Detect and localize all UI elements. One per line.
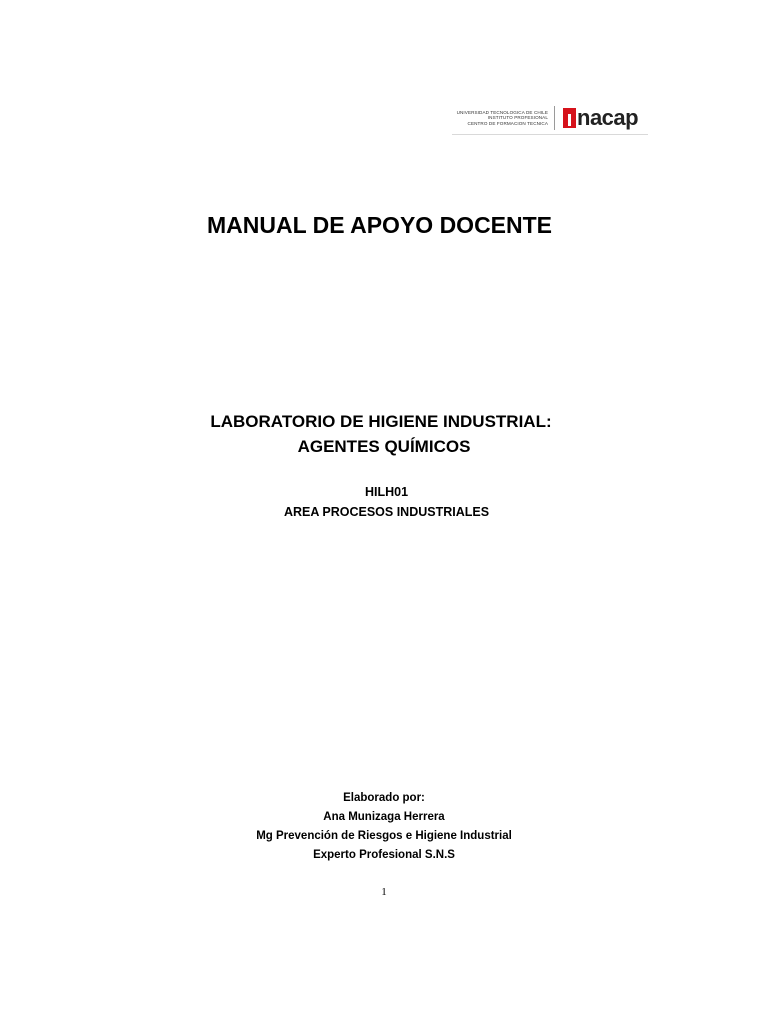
- logo-institution-text: [452, 110, 548, 126]
- logo-underline: [452, 134, 648, 135]
- page-number: 1: [381, 886, 387, 898]
- author-block: [0, 789, 768, 865]
- author-degree: Mg Prevención de Riesgos e Higiene Industrial: [256, 830, 512, 842]
- author-label: Elaborado por:: [343, 792, 425, 804]
- course-code: HILH01: [364, 485, 409, 499]
- logo-institution-line: CENTRO DE FORMACION TECNICA: [467, 120, 548, 126]
- course-title-line-1: LABORATORIO DE HIGIENE INDUSTRIAL:: [210, 412, 552, 431]
- document-title: MANUAL DE APOYO DOCENTE: [207, 212, 553, 238]
- course-title-line-2: AGENTES QUÍMICOS: [297, 437, 471, 456]
- logo-red-block-icon: [563, 108, 576, 128]
- logo-mark: [563, 107, 638, 129]
- logo-brand-text: nacap: [577, 105, 639, 130]
- inacap-logo: [452, 104, 648, 132]
- author-name: Ana Munizaga Herrera: [323, 811, 445, 823]
- logo-institution-line: INSTITUTO PROFESIONAL: [487, 115, 548, 121]
- logo-institution-line: UNIVERSIDAD TECNOLOGICA DE CHILE: [456, 109, 548, 115]
- logo-divider: [554, 106, 555, 130]
- course-code-block: [0, 482, 768, 522]
- author-credential: Experto Profesional S.N.S: [313, 849, 455, 861]
- course-title: [0, 409, 768, 459]
- course-area: AREA PROCESOS INDUSTRIALES: [283, 505, 490, 519]
